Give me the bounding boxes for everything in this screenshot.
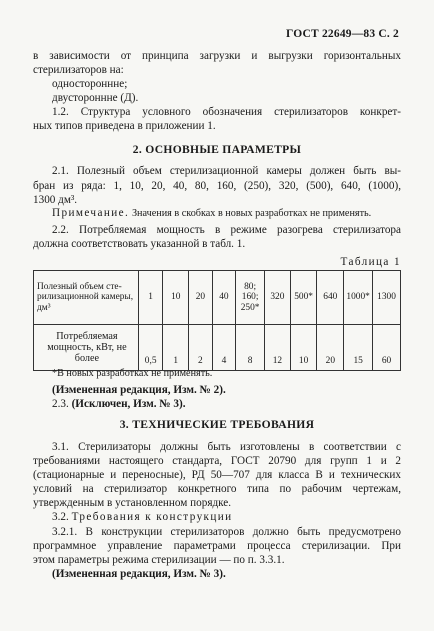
- section-3-1-line-2: требованиями настоящего стандарта, ГОСТ 20790 для групп 1 и 2: [33, 455, 401, 467]
- note-label: Примечание.: [52, 207, 130, 219]
- table-cell: 1300: [373, 271, 401, 325]
- section-2-title: 2. ОСНОВНЫЕ ПАРАМЕТРЫ: [132, 143, 302, 156]
- section-2-2-line-1: 2.2. Потребляемая мощность в режиме разогрева стерилизатора: [52, 224, 401, 236]
- table-cell: 80; 160; 250*: [236, 271, 265, 325]
- intro-line-3: одностороннне;: [52, 78, 128, 90]
- table-cell: 4: [212, 325, 236, 371]
- table-cell: 10: [163, 271, 189, 325]
- table-cell: 40: [212, 271, 236, 325]
- table-cell-power-label: Потребляемая мощность, кВт, не более: [34, 325, 139, 371]
- table-cell: 640: [317, 271, 344, 325]
- note-text: Значения в скобках в новых разработках не применять.: [131, 208, 372, 219]
- edit-note-2-number: 2.3.: [52, 398, 69, 410]
- section-3-2-1-line-1: 3.2.1. В конструкции стерилизаторов должно быть предусмотрено: [52, 526, 401, 538]
- section-3-2-1-line-2: программное управление параметрами процесса стерилизации. При: [33, 540, 401, 552]
- page-header: ГОСТ 22649—83 С. 2: [286, 28, 399, 40]
- section-3-2-text: Требования к конструкции: [71, 511, 233, 523]
- section-3-1-line-1: 3.1. Стерилизаторы должны быть изготовлены в соответствии с: [52, 441, 401, 453]
- section-2-1-line-1: 2.1. Полезный объем стерилизационной камеры должен быть вы-: [52, 165, 401, 177]
- note: [52, 207, 371, 221]
- table-cell: 20: [189, 271, 213, 325]
- section-2-1-line-3: 1300 дм³.: [33, 194, 78, 206]
- table-cell: 0,5: [138, 325, 163, 371]
- section-3-2-number: 3.2.: [52, 511, 69, 523]
- table-cell: 20: [317, 325, 344, 371]
- parameters-table: [33, 270, 401, 371]
- intro-line-4: двустороннне (Д).: [52, 92, 139, 104]
- section-3-2-1-line-3: этом параметры режима стерилизации — по п. 3.3.1.: [33, 554, 285, 566]
- section-3-2: [52, 511, 233, 525]
- edit-note-3: (Измененная редакция, Изм. № 3).: [52, 568, 226, 580]
- table-cell: 15: [344, 325, 373, 371]
- section-2-2-line-2: должна соответствовать указанной в табл. 1.: [33, 238, 246, 250]
- table-row-power: [34, 325, 401, 371]
- table-cell: 12: [265, 325, 291, 371]
- table-cell: 10: [290, 325, 317, 371]
- table-cell: 500*: [290, 271, 317, 325]
- edit-note-1: (Измененная редакция, Изм. № 2).: [52, 384, 226, 396]
- table-cell: 2: [189, 325, 213, 371]
- intro-line-6: ных типов приведена в приложении 1.: [33, 120, 216, 132]
- table-cell: 8: [236, 325, 265, 371]
- section-3-title: 3. ТЕХНИЧЕСКИЕ ТРЕБОВАНИЯ: [119, 418, 315, 431]
- intro-line-5: 1.2. Структура условного обозначения стерилизаторов конкрет-: [52, 106, 401, 118]
- section-3-1-line-4: условий на стерилизатор конкретного типа по рабочим чертежам,: [33, 483, 401, 495]
- table-cell: 60: [373, 325, 401, 371]
- table-cell: 1: [163, 325, 189, 371]
- table-cell: 320: [265, 271, 291, 325]
- table-footnote: *В новых разработках не применять.: [52, 368, 213, 379]
- table-cell-volume-label: Полезный объем сте-рилизационной камеры, дм³: [34, 271, 139, 325]
- edit-note-2: [52, 398, 186, 412]
- section-2-1-line-2: бран из ряда: 1, 10, 20, 40, 80, 160, (250), 320, (500), 640, (1000),: [33, 180, 401, 192]
- table-row-volume: [34, 271, 401, 325]
- table-caption: Таблица 1: [340, 256, 401, 268]
- table-cell: 1000*: [344, 271, 373, 325]
- table-cell: 1: [138, 271, 163, 325]
- section-3-1-line-5: утвержденным в установленном порядке.: [33, 497, 232, 509]
- intro-line-1: в зависимости от принципа загрузки и выгрузки горизонтальных: [33, 50, 401, 62]
- edit-note-2-text: (Исключен, Изм. № 3).: [71, 398, 186, 410]
- intro-line-2: стерилизаторов на:: [33, 64, 124, 76]
- section-3-1-line-3: (стационарные и переносные), РД 50—707 для класса В и технических: [33, 469, 401, 481]
